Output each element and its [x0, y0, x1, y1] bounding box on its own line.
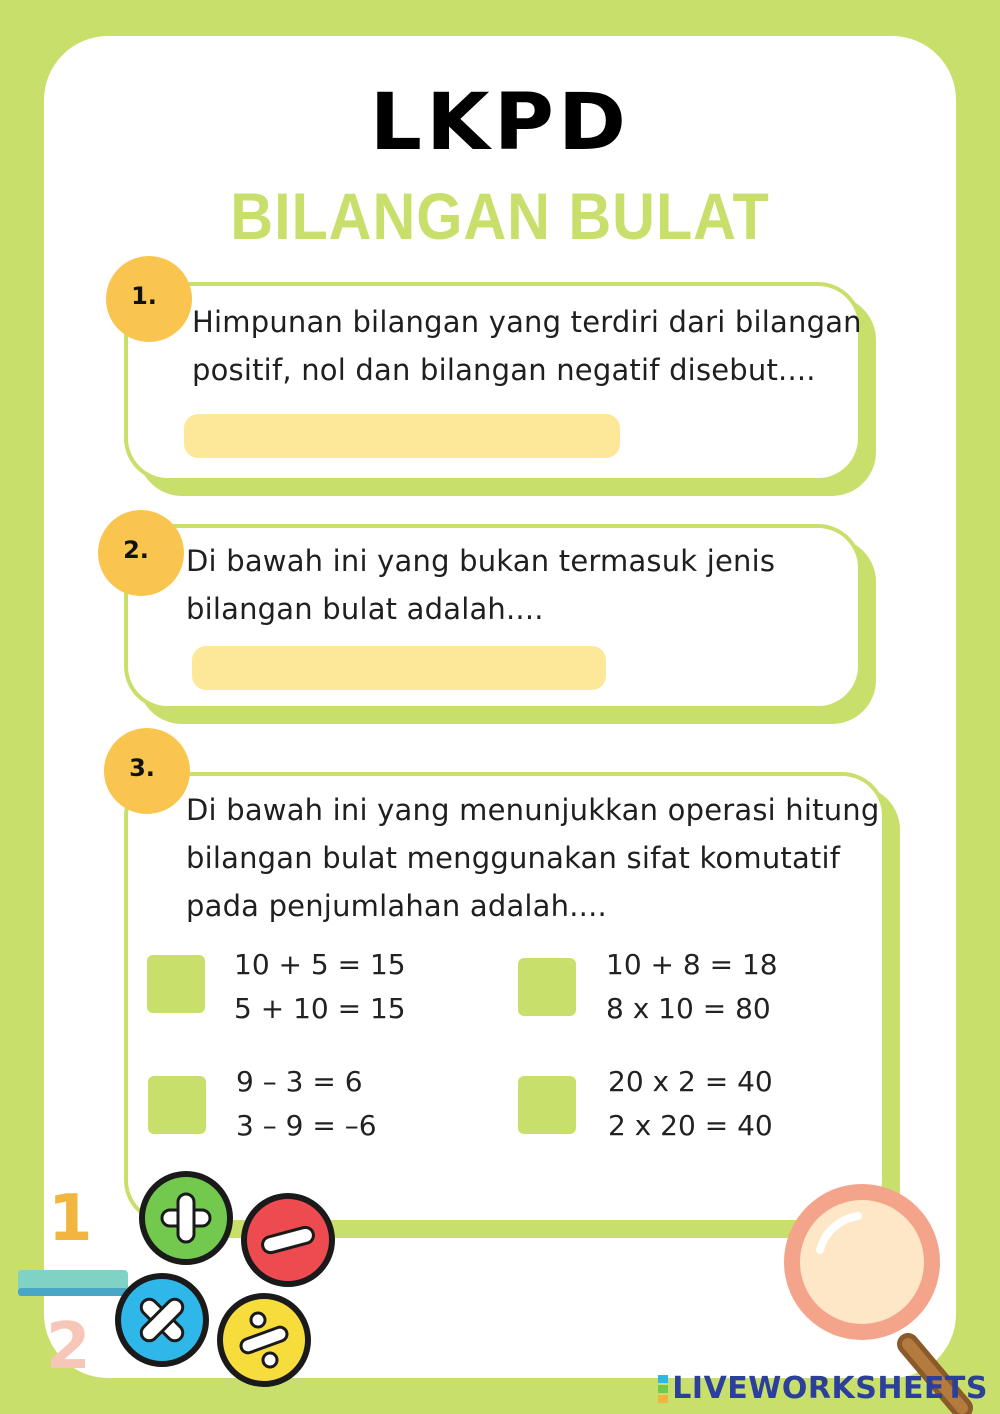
liveworksheets-mark-icon — [658, 1374, 668, 1404]
fraction-bottom-digit: 2 — [46, 1310, 91, 1384]
option-d-text — [608, 1060, 773, 1148]
fraction-icon — [18, 1182, 128, 1384]
question-3-text — [186, 786, 880, 930]
option-d-line-1: 20 x 2 = 40 — [608, 1065, 773, 1098]
option-b-line-1: 10 + 8 = 18 — [606, 948, 778, 981]
question-2-line-2: bilangan bulat adalah.... — [186, 592, 544, 626]
times-icon — [118, 1276, 206, 1364]
option-c-line-2: 3 – 9 = –6 — [236, 1109, 377, 1142]
page-title: LKPD — [369, 78, 631, 168]
brand-name: LIVEWORKSHEETS — [672, 1371, 988, 1406]
option-d-checkbox[interactable] — [518, 1076, 576, 1134]
question-1-text — [192, 298, 862, 394]
question-3-line-3: pada penjumlahan adalah.... — [186, 889, 607, 923]
option-c-text — [236, 1060, 377, 1148]
option-c-line-1: 9 – 3 = 6 — [236, 1065, 363, 1098]
question-2-line-1: Di bawah ini yang bukan termasuk jenis — [186, 544, 776, 578]
option-a-text — [234, 943, 406, 1031]
question-2-text — [186, 537, 775, 633]
question-1-line-2: positif, nol dan bilangan negatif disebut.... — [192, 353, 816, 387]
option-a-line-2: 5 + 10 = 15 — [234, 992, 406, 1025]
question-3-line-2: bilangan bulat menggunakan sifat komutatif — [186, 841, 841, 875]
page-subtitle: BILANGAN BULAT — [230, 179, 770, 253]
plus-icon — [142, 1174, 230, 1262]
option-a-checkbox[interactable] — [147, 955, 205, 1013]
option-d-line-2: 2 x 20 = 40 — [608, 1109, 773, 1142]
math-clipart — [10, 1160, 350, 1410]
question-3-line-1: Di bawah ini yang menunjukkan operasi hitung — [186, 793, 880, 827]
option-a-line-1: 10 + 5 = 15 — [234, 948, 406, 981]
question-2-answer-field[interactable] — [192, 646, 606, 690]
question-3-number-badge: 3. — [104, 728, 190, 814]
question-1-answer-field[interactable] — [184, 414, 620, 458]
question-1-line-1: Himpunan bilangan yang terdiri dari bilangan — [192, 305, 862, 339]
option-b-text — [606, 943, 778, 1031]
question-1-number-badge: 1. — [106, 256, 192, 342]
liveworksheets-logo — [658, 1371, 988, 1406]
divide-icon — [220, 1296, 308, 1384]
fraction-top-digit: 1 — [48, 1182, 93, 1256]
question-2-number-badge: 2. — [98, 510, 184, 596]
option-b-line-2: 8 x 10 = 80 — [606, 992, 771, 1025]
option-c-checkbox[interactable] — [148, 1076, 206, 1134]
minus-icon — [244, 1196, 332, 1284]
option-b-checkbox[interactable] — [518, 958, 576, 1016]
